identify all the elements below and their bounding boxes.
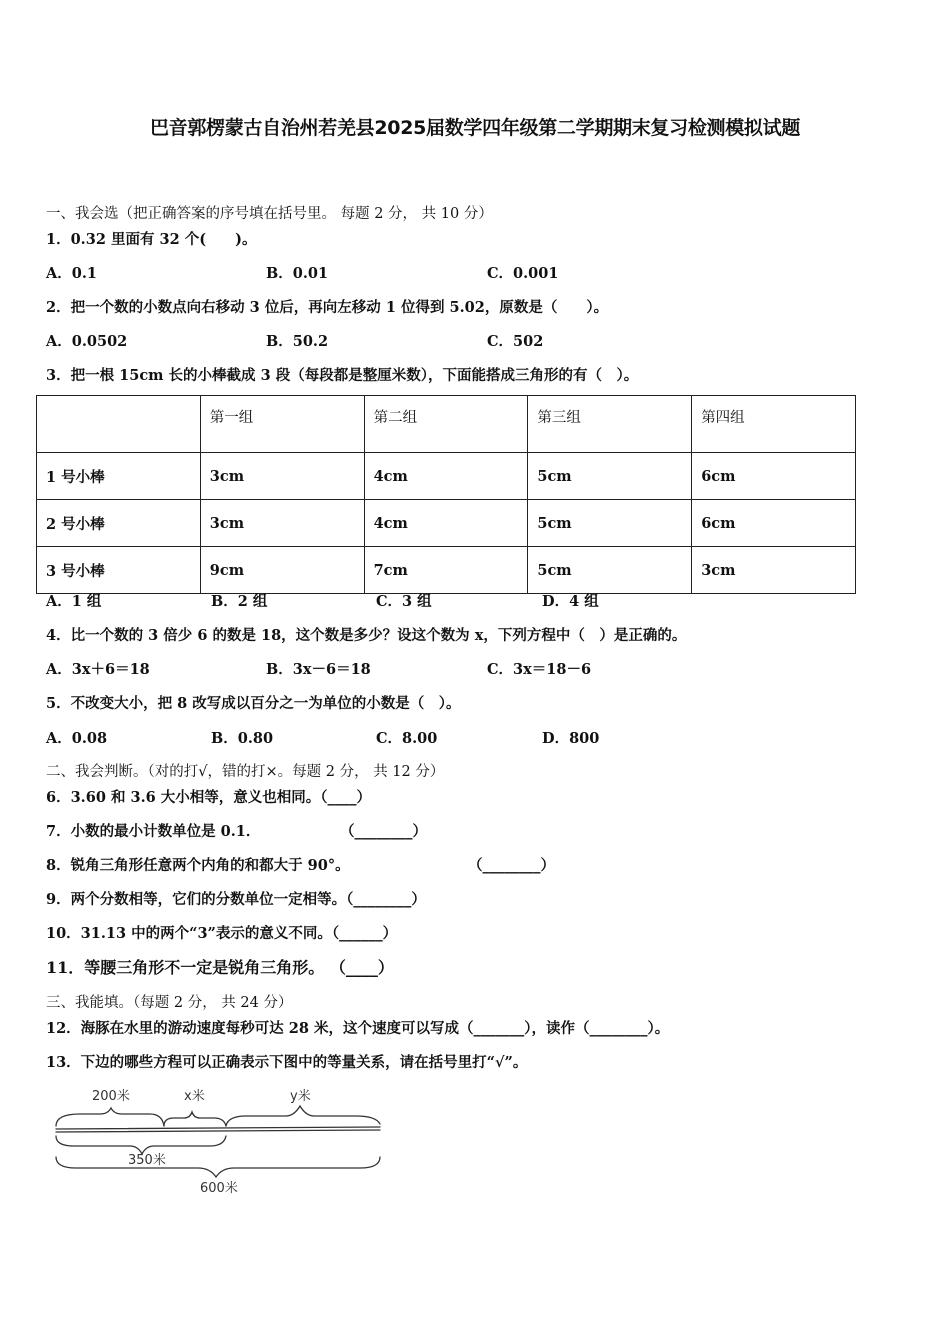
q3-option-b: B．2 组: [211, 593, 268, 610]
question-6: 6．3.60 和 3.6 大小相等，意义也相同。（____）: [46, 789, 372, 806]
table-cell: 3cm: [692, 547, 856, 594]
table-cell: 9cm: [200, 547, 364, 594]
question-9: 9．两个分数相等，它们的分数单位一定相等。（________）: [46, 891, 426, 908]
table-cell: 4cm: [364, 500, 528, 547]
q5-option-d: D．800: [542, 730, 600, 747]
table-cell: 6cm: [692, 453, 856, 500]
table-header-cell: 第一组: [200, 396, 364, 453]
q3-option-a: A．1 组: [46, 593, 102, 610]
main-line: [56, 1127, 380, 1129]
table-cell: 1 号小棒: [37, 453, 201, 500]
stick-length-table: [36, 395, 856, 594]
brace-y: [226, 1106, 380, 1126]
q1-option-c: C．0.001: [487, 265, 559, 282]
label-x-m: x米: [184, 1089, 205, 1104]
q4-option-c: C．3x＝18－6: [487, 661, 592, 678]
label-600m: 600米: [200, 1181, 238, 1196]
q4-option-a: A．3x＋6＝18: [46, 661, 150, 678]
q5-option-a: A．0.08: [46, 730, 108, 747]
q2-option-a: A．0.0502: [46, 333, 128, 350]
question-3: 3．把一根 15cm 长的小棒截成 3 段（每段都是整厘米数），下面能搭成三角形的有（ ）。: [46, 367, 639, 384]
table-cell: 4cm: [364, 453, 528, 500]
table-cell: 2 号小棒: [37, 500, 201, 547]
q3-option-c: C．3 组: [376, 593, 432, 610]
brace-350: [56, 1136, 226, 1154]
q5-option-c: C．8.00: [376, 730, 438, 747]
brace-600: [56, 1157, 380, 1177]
question-4: 4．比一个数的 3 倍少 6 的数是 18，这个数是多少？设这个数为 x，下列方程中（ ）是正确的。: [46, 627, 687, 644]
question-13: 13．下边的哪些方程可以正确表示下图中的等量关系，请在括号里打“√”。: [46, 1054, 528, 1071]
label-y-m: y米: [290, 1089, 311, 1104]
question-1: 1．0.32 里面有 32 个( )。: [46, 231, 257, 248]
table-cell: 6cm: [692, 500, 856, 547]
q2-option-c: C．502: [487, 333, 544, 350]
table-row: [37, 547, 856, 594]
q2-option-b: B．50.2: [266, 333, 329, 350]
section-1-heading: 一、我会选（把正确答案的序号填在括号里。 每题 2 分， 共 10 分）: [46, 206, 493, 222]
question-12: 12．海豚在水里的游动速度每秒可达 28 米，这个速度可以写成（_______），读作（________）。: [46, 1020, 670, 1037]
question-7: 7．小数的最小计数单位是 0.1．: [46, 823, 261, 840]
table-cell: 7cm: [364, 547, 528, 594]
question-11: 11．等腰三角形不一定是锐角三角形。 （____）: [46, 958, 394, 977]
table-cell: 3cm: [200, 500, 364, 547]
table-cell: 3 号小棒: [37, 547, 201, 594]
table-cell: 3cm: [200, 453, 364, 500]
main-line-shadow: [56, 1130, 380, 1132]
table-header-row: [37, 396, 856, 453]
question-8: 8．锐角三角形任意两个内角的和都大于 90°。: [46, 857, 350, 874]
table-cell: 5cm: [528, 453, 692, 500]
table-cell: 5cm: [528, 547, 692, 594]
q5-option-b: B．0.80: [211, 730, 274, 747]
q7-answer-blank: （________）: [340, 823, 427, 840]
table-cell: 5cm: [528, 500, 692, 547]
page-title: 巴音郭楞蒙古自治州若羌县2025届数学四年级第二学期期末复习检测模拟试题: [149, 117, 801, 139]
table-header-cell: 第二组: [364, 396, 528, 453]
question-10: 10．31.13 中的两个“3”表示的意义不同。（______）: [46, 925, 398, 942]
table-row: [37, 453, 856, 500]
segment-diagram: [50, 1080, 390, 1200]
table-header-cell: 第四组: [692, 396, 856, 453]
label-200m: 200米: [92, 1089, 130, 1104]
q3-option-d: D．4 组: [542, 593, 599, 610]
question-2: 2．把一个数的小数点向右移动 3 位后，再向左移动 1 位得到 5.02，原数是（ ）。: [46, 299, 609, 316]
brace-x: [164, 1112, 226, 1126]
table-header-cell: [37, 396, 201, 453]
q4-option-b: B．3x－6＝18: [266, 661, 371, 678]
table-row: [37, 500, 856, 547]
label-350m: 350米: [128, 1153, 166, 1168]
brace-200: [56, 1108, 164, 1126]
question-5: 5．不改变大小，把 8 改写成以百分之一为单位的小数是（ ）。: [46, 695, 461, 712]
q1-option-b: B．0.01: [266, 265, 329, 282]
q8-answer-blank: （________）: [468, 857, 555, 874]
q1-option-a: A．0.1: [46, 265, 97, 282]
section-3-heading: 三、我能填。（每题 2 分， 共 24 分）: [46, 995, 293, 1011]
section-2-heading: 二、我会判断。（对的打√，错的打×。每题 2 分， 共 12 分）: [46, 764, 445, 780]
table-header-cell: 第三组: [528, 396, 692, 453]
